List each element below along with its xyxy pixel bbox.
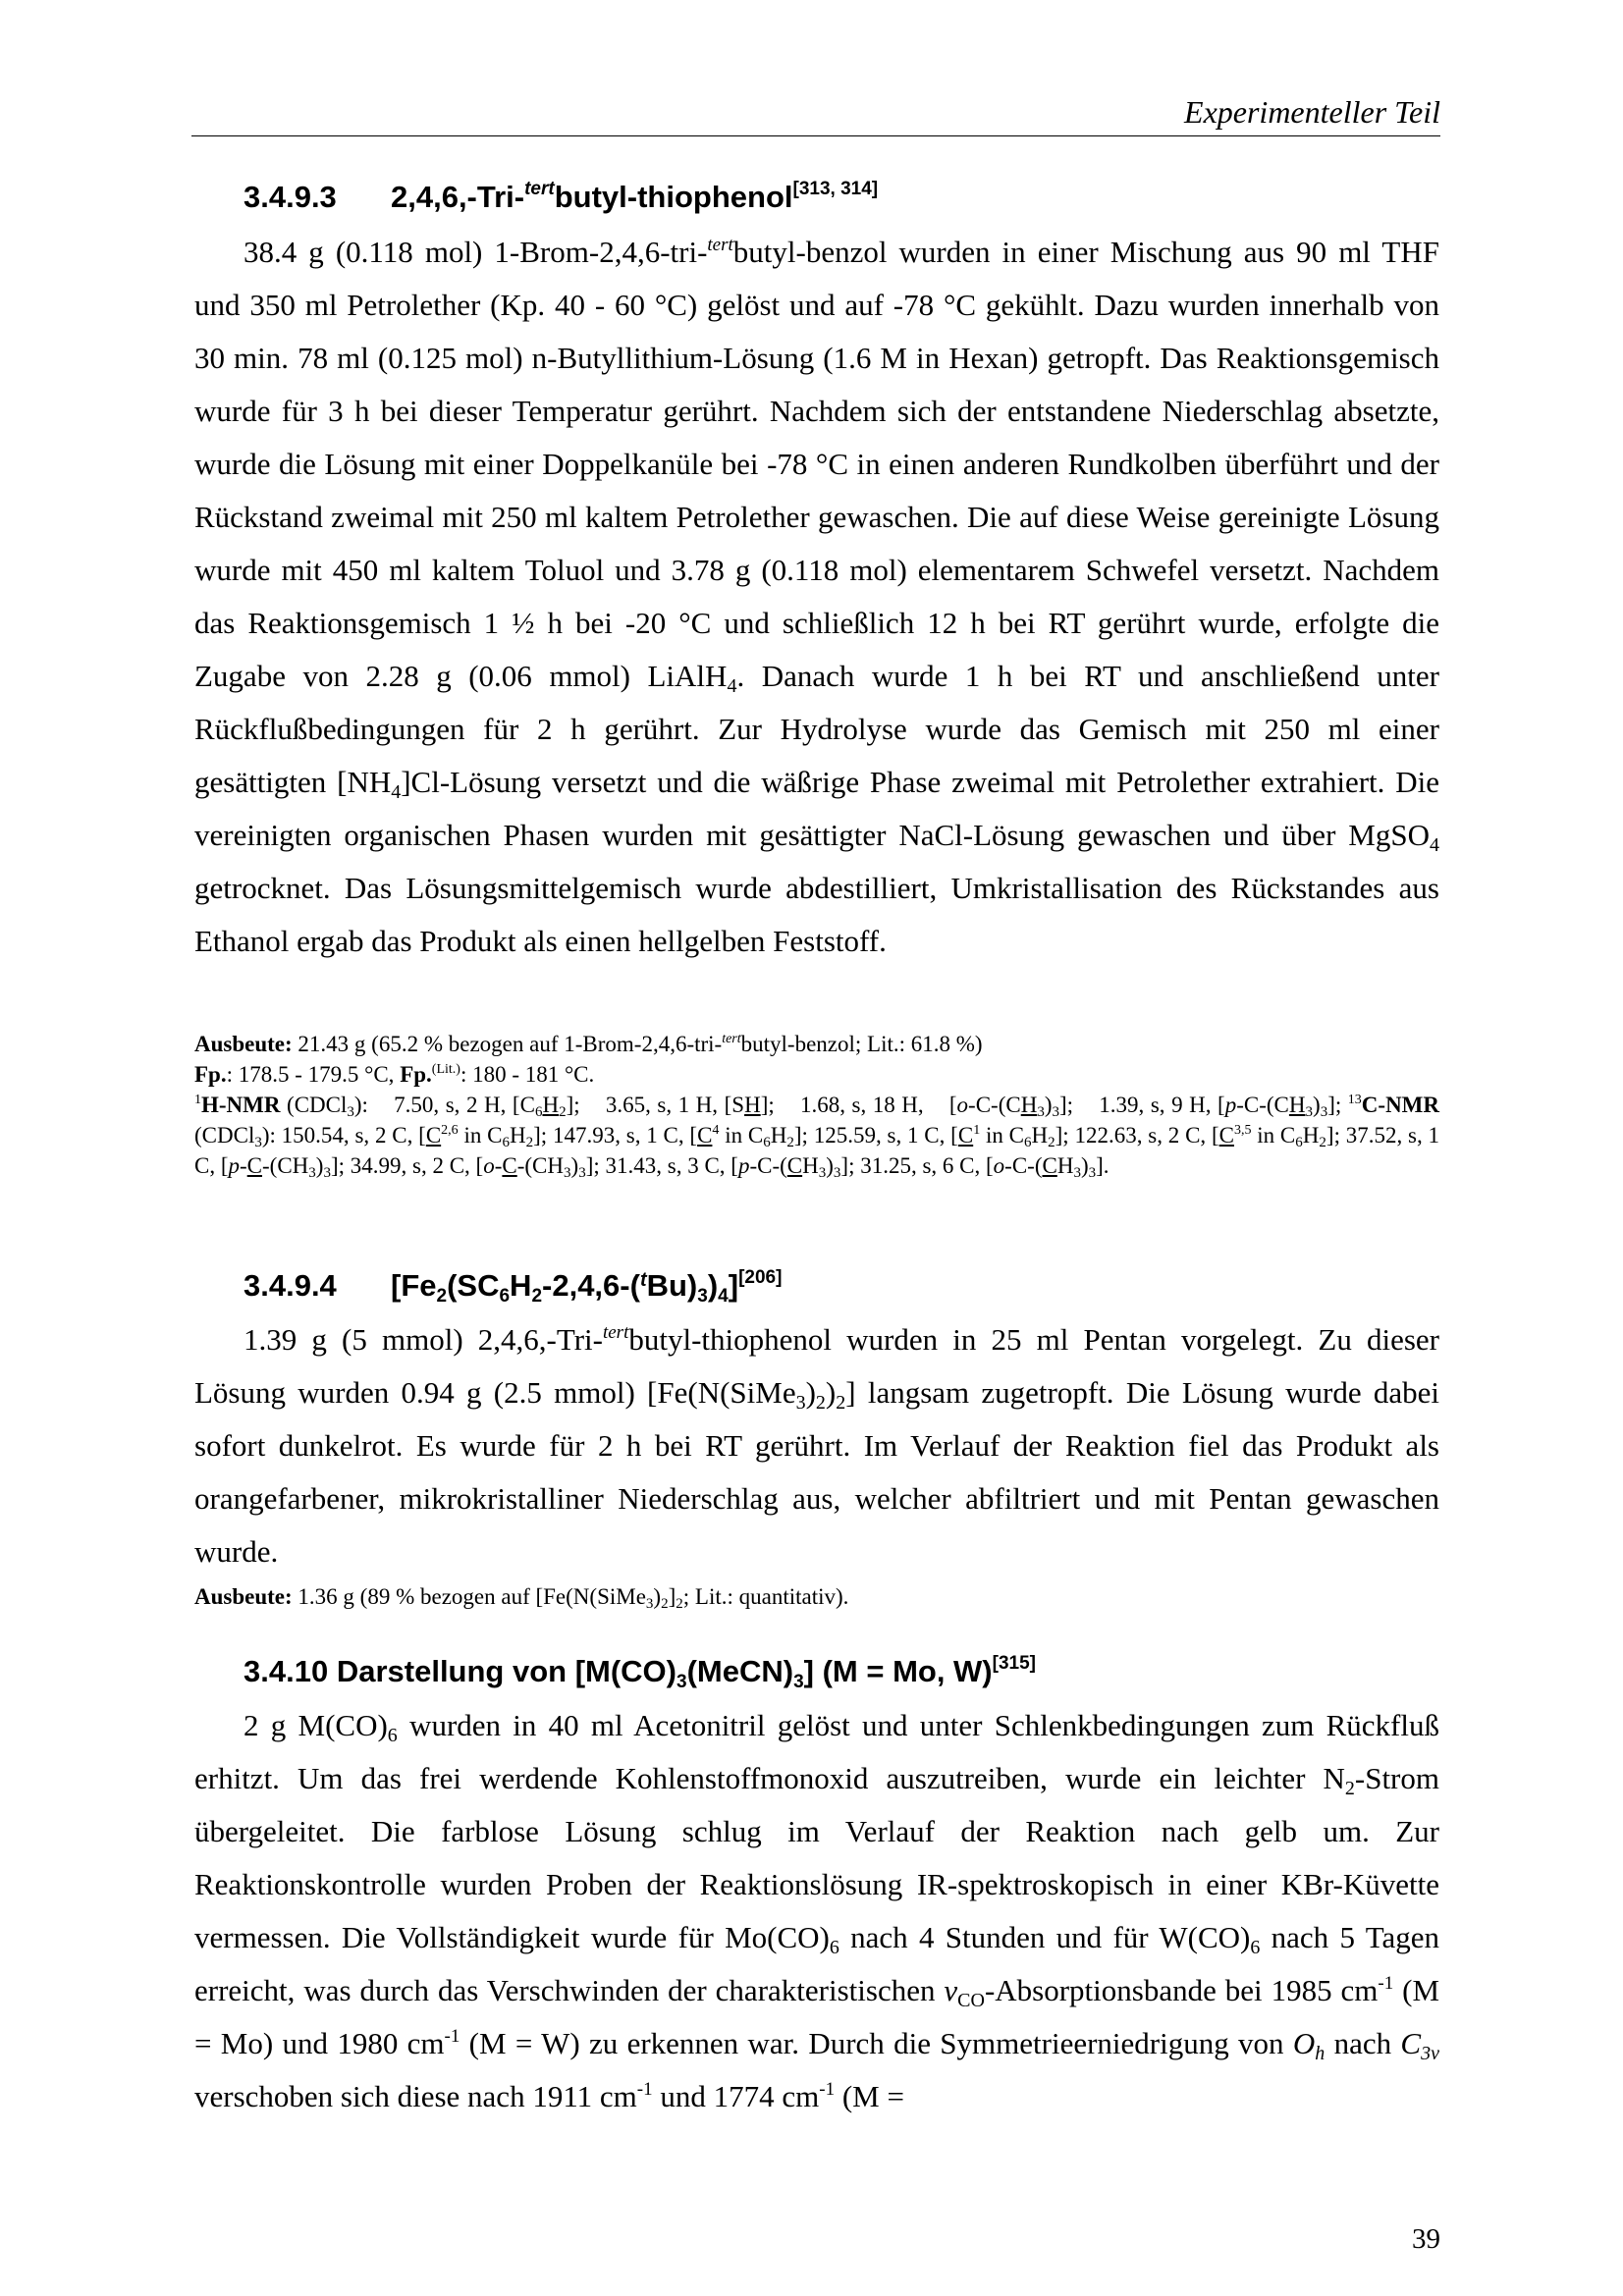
citation-ref: [313, 314]: [792, 179, 879, 199]
yield-mp-block: Ausbeute: 21.43 g (65.2 % bezogen auf 1-Brom-2,4,6-tri-$^{tert}$butyl-benzol; Lit.: 61.8 %) Fp.: 178.5 - 179.5 °C, Fp.$^{(Lit.)}$: 180 - 181 °C.: [194, 1032, 983, 1087]
page-number: 39: [1412, 2223, 1440, 2255]
citation-ref: [315]: [992, 1653, 1036, 1674]
nmr-data: $^1$H-NMR (CDCl$_3$): 7.50, s, 2 H, $[C_6H_2]$; 3.65, s, 1 H, [SH]; 1.68, s, 18 H, $[o-C-(CH_3)_3]$; 1.39, s, 9 H, $[p-C-(CH_3)_3]$; $^{13}$C-NMR (CDCl$_3$): 150.54, s, 2 C, [$C^{2,6}$ in $C_6H_2$]; 147.93, s, 1 C, [$C^4$ in $C_6H_2$]; 125.59, s, 1 C, [$C^1$ in $C_6H_2$]; 122.63, s, 2 C, [$C^{3,5}$ in $C_6H_2$]; 37.52, s, 1 C, $[p-C-(CH_3)_3]$; 34.99, s, 2 C, $[o-C-(CH_3)_3]$; 31.43, s, 3 C, $[p-C-(CH_3)_3]$; 31.25, s, 6 C, $[o-C-(CH_3)_3]$.: [194, 1093, 1440, 1181]
running-header: Experimenteller Teil: [1184, 94, 1440, 130]
tert-superscript: tert: [524, 179, 555, 199]
section-number: 3.4.9.4: [243, 1268, 337, 1303]
heading-text: butyl-thiophenol: [554, 180, 793, 214]
citation-ref: [206]: [738, 1267, 783, 1288]
yield-fe-complex: Ausbeute: 1.36 g (89 % bezogen auf [$Fe(N(SiMe_3)_2]_2$; Lit.: quantitativ).: [194, 1584, 849, 1612]
section-number: 3.4.10: [243, 1654, 329, 1688]
section-heading-3-4-9-3: [243, 180, 878, 215]
section-heading-3-4-10: 3.4.10 Darstellung von $[M(CO)_3(MeCN)_3] (M = Mo$, W)[315]: [243, 1653, 1036, 1692]
paragraph-thiophenol-synthesis: 38.4 g (0.118 mol) 1-Brom-2,4,6-tri-$^{tert}$butyl-benzol wurden in einer Mischung aus 90 ml THF und 350 ml Petrolether (Kp. 40 - 60 °C) gelöst und auf -78 °C gekühlt. Dazu wurden innerhalb von 30 min. 78 ml (0.125 mol) n-Butyllithium-Lösung (1.6 M in Hexan) getropft. Das Reaktionsgemisch wurde für 3 h bei dieser Temperatur gerührt. Nachdem sich der entstandene Niederschlag absetzte, wurde die Lösung mit einer Doppelkanüle bei -78 °C in einen anderen Rundkolben überführt und der Rückstand zweimal mit 250 ml kaltem Petrolether gewaschen. Die auf diese Weise gereinigte Lösung wurde mit 450 ml kaltem Toluol und 3.78 g (0.118 mol) elementarem Schwefel versetzt. Nachdem das Reaktionsgemisch 1 ½ h bei -20 °C und schließlich 12 h bei RT gerührt wurde, erfolgte die Zugabe von 2.28 g (0.06 mmol) LiAlH$_4$. Danach wurde 1 h bei RT und anschließend unter Rückflußbedingungen für 2 h gerührt. Zur Hydrolyse wurde das Gemisch mit 250 ml einer gesättigten $[NH_4]Cl$-Lösung versetzt und die wäßrige Phase zweimal mit Petrolether extrahiert. Die vereinigten organischen Phasen wurden mit gesättigter NaCl-Lösung gewaschen und über MgSO$_4$ getrocknet. Das Lösungsmittelgemisch wurde abdestilliert, Umkristallisation des Rückstandes aus Ethanol ergab das Produkt als einen hellgelben Feststoff.: [194, 235, 1440, 958]
header-rule: [191, 135, 1440, 136]
paragraph-fe-complex: 1.39 g (5 mmol) 2,4,6,-Tri-$^{tert}$butyl-thiophenol wurden in 25 ml Pentan vorgelegt. Zu dieser Lösung wurden 0.94 g (2.5 mmol) $[Fe(N(SiMe_3)_2)_2]$ langsam zugetropft. Die Lösung wurde dabei sofort dunkelrot. Es wurde für 2 h bei RT gerührt. Im Verlauf der Reaktion fiel das Produkt als orangefarbener, mikrokristalliner Niederschlag aus, welcher abfiltriert und mit Pentan gewaschen wurde.: [194, 1322, 1439, 1569]
section-heading-3-4-9-4: 3.4.9.4 $[Fe_2(SC_6H_2-2,4,6-(^tBu)_3)_4][206]$: [243, 1267, 783, 1307]
heading-text: 2,4,6,-Tri-: [391, 180, 525, 214]
section-number: 3.4.9.3: [243, 180, 337, 214]
paragraph-mo-w-complex: 2 g $M(CO)_6$ wurden in 40 ml Acetonitril gelöst und unter Schlenkbedingungen zum Rückfluß erhitzt. Um das frei werdende Kohlenstoffmonoxid auszutreiben, wurde ein leichter $N_2$-Strom übergeleitet. Die farblose Lösung schlug im Verlauf der Reaktion nach gelb um. Zur Reaktionskontrolle wurden Proben der Reaktionslösung IR-spektroskopisch in einer KBr-Küvette vermessen. Die Vollständigkeit wurde für $Mo(CO)_6$ nach 4 Stunden und für $W(CO)_6$ nach 5 Tagen erreicht, was durch das Verschwinden der charakteristischen $\nu_{CO}$-Absorptionsbande bei 1985 $cm^{-1}$ (M = Mo) und 1980 $cm^{-1}$ (M = W) zu erkennen war. Durch die Symmetrieerniedrigung von $O_h$ nach $C_{3v}$ verschoben sich diese nach 1911 $cm^{-1}$ und 1774 $cm^{-1}$ (M =: [194, 1708, 1440, 2113]
